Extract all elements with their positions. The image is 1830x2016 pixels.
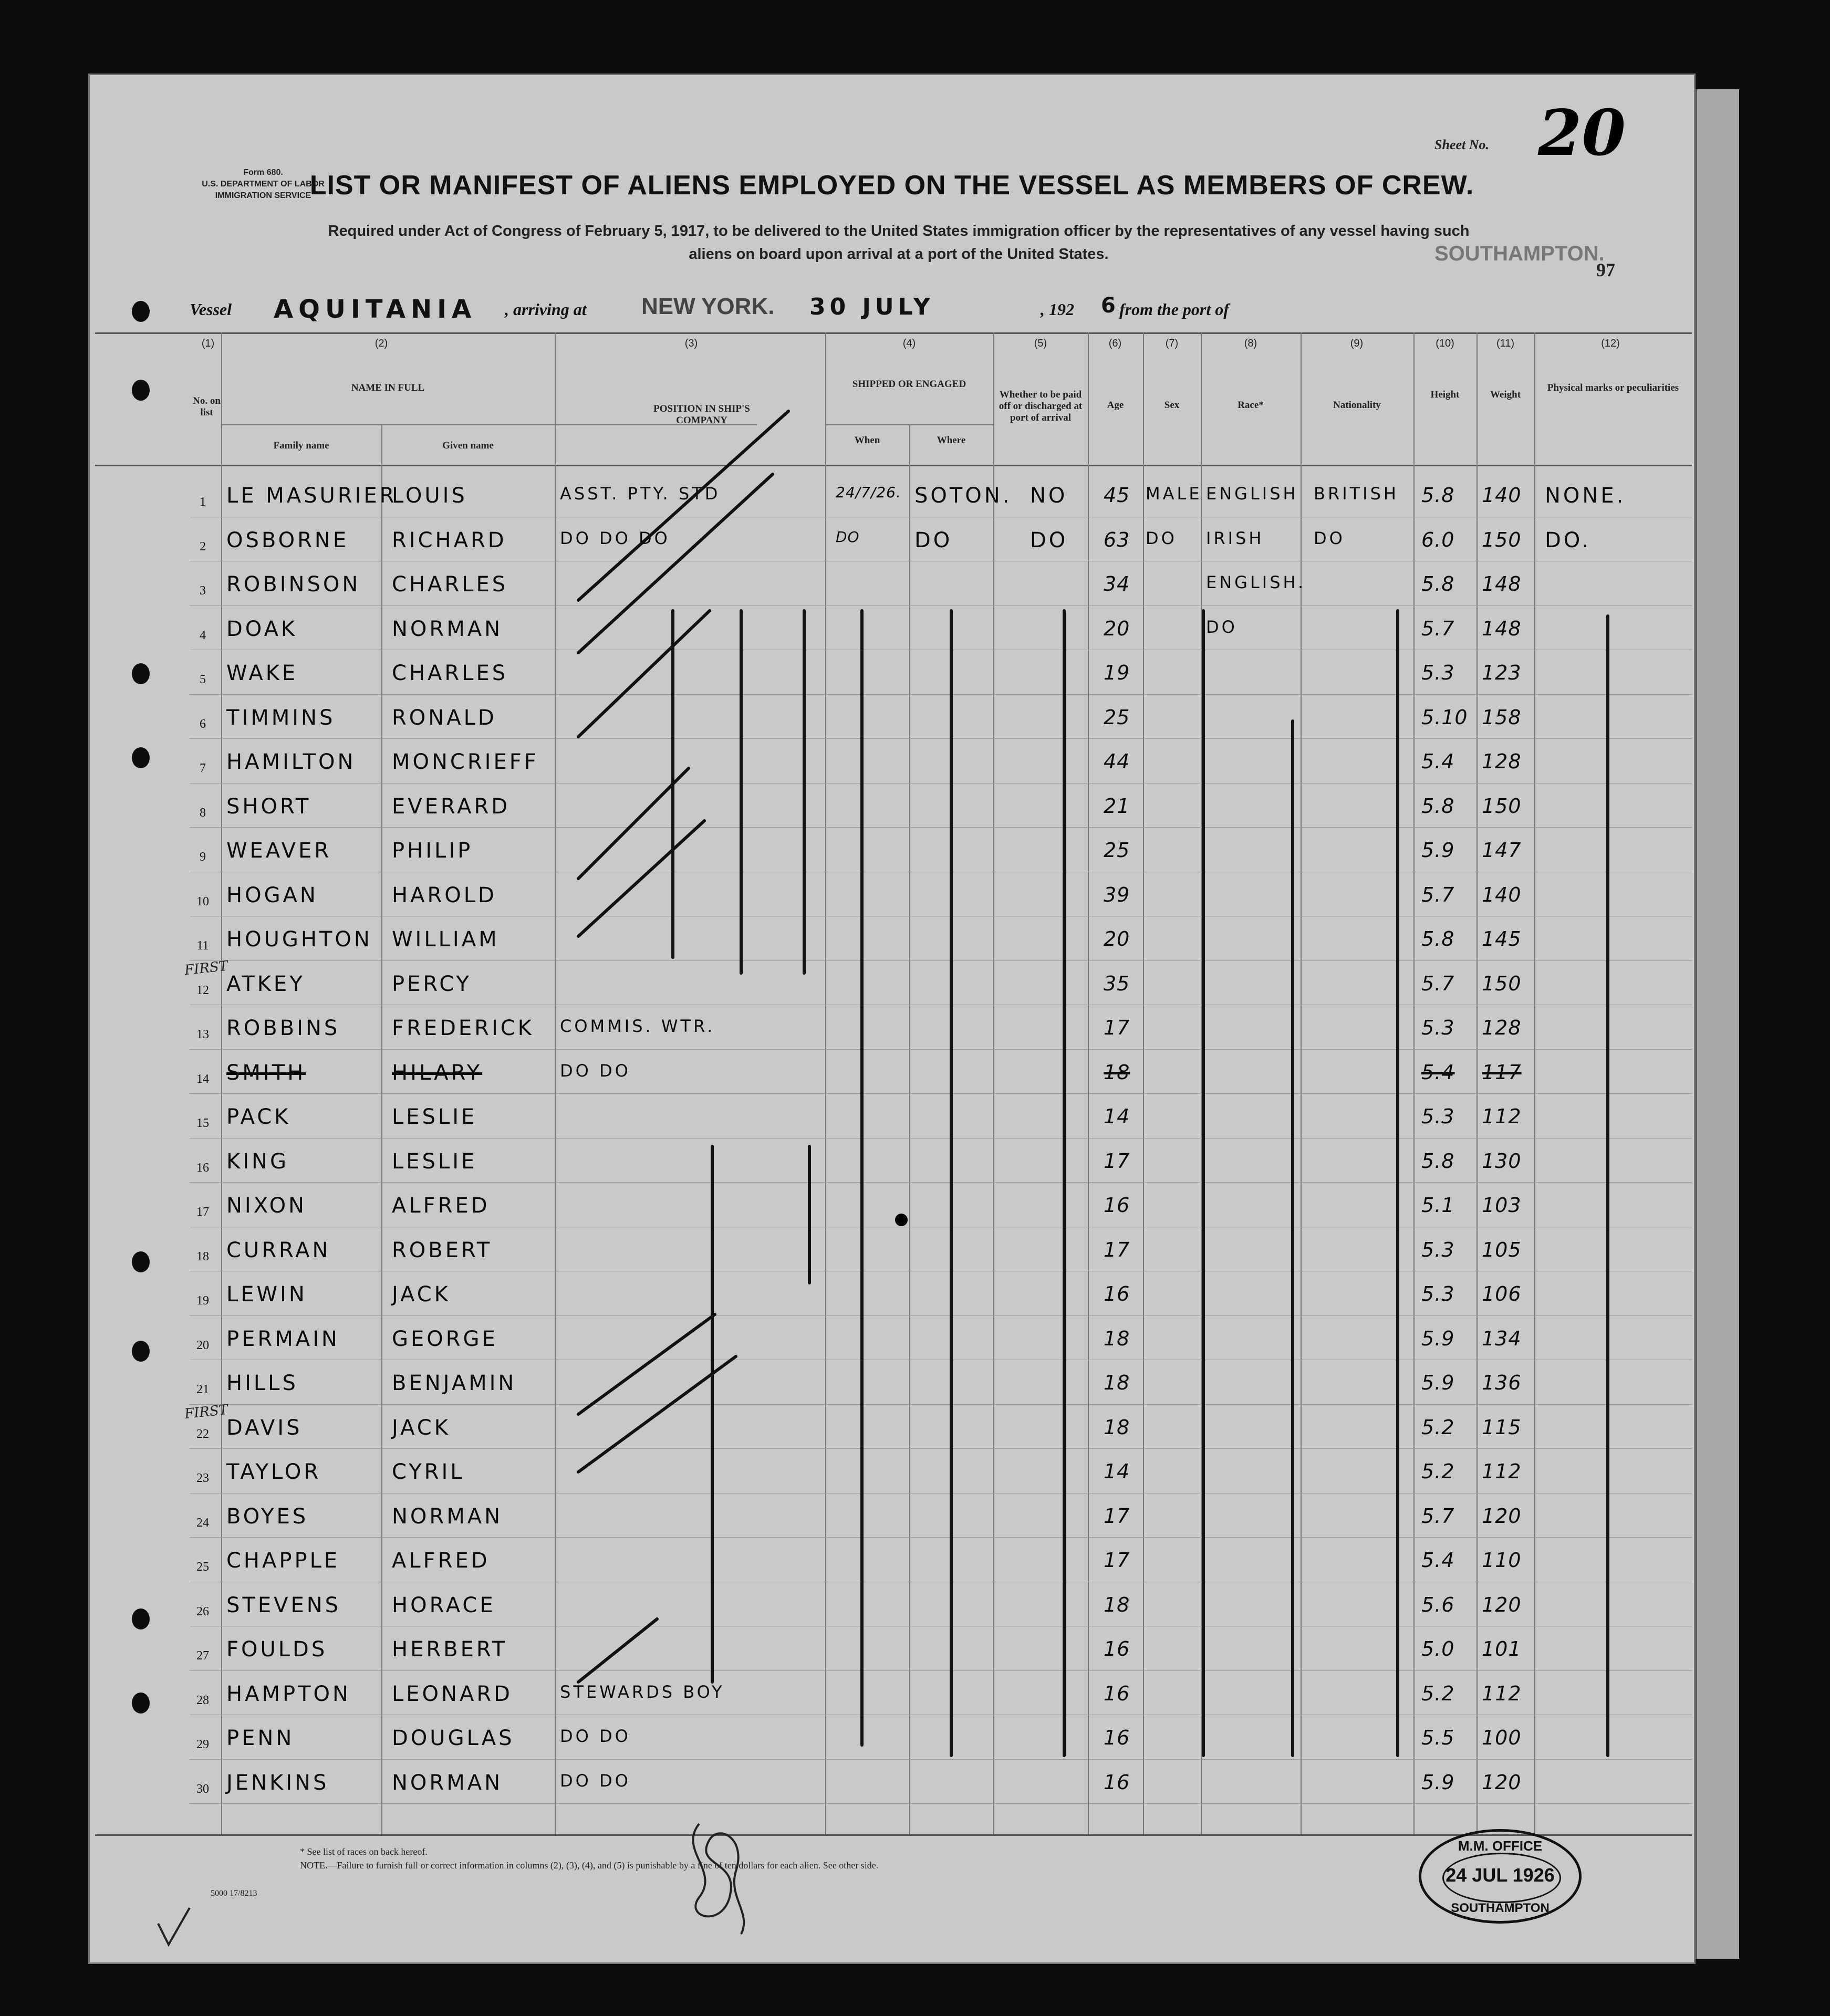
cell-age: 16 (1104, 1726, 1130, 1749)
form-number: Form 680. (243, 168, 283, 177)
cell-age: 17 (1104, 1504, 1130, 1528)
header-no-on-list: No. on list (193, 395, 221, 418)
manifest-sheet (88, 74, 1696, 1964)
cell-height: 5.3 (1421, 1016, 1455, 1039)
cell-given: GEORGE (392, 1326, 498, 1351)
row-number: 3 (200, 584, 206, 598)
header-when: When (854, 435, 880, 446)
cell-position: DO DO (560, 1060, 631, 1081)
cell-family: ROBINSON (226, 572, 361, 597)
cell-weight: 128 (1482, 750, 1522, 773)
cell-height: 5.2 (1421, 1415, 1455, 1439)
cell-height: 5.10 (1421, 705, 1468, 729)
row-number: 16 (196, 1161, 209, 1175)
cell-position: STEWARDS BOY (560, 1681, 725, 1702)
cell-age: 16 (1104, 1282, 1130, 1305)
row-number: 14 (196, 1072, 209, 1086)
cell-age: 16 (1104, 1194, 1130, 1217)
cell-family: TAYLOR (226, 1460, 321, 1484)
header-given-name: Given name (442, 440, 494, 451)
check-mark (153, 1903, 195, 1950)
cell-given: PERCY (392, 972, 472, 996)
cell-weight: 120 (1482, 1504, 1522, 1528)
row-number: 5 (200, 673, 206, 686)
col-number: (7) (1165, 338, 1179, 349)
handwritten-ditto-marks (90, 75, 1696, 1964)
cell-age: 35 (1104, 972, 1130, 995)
margin-note: FIRST (183, 1402, 229, 1422)
cell-family: WEAVER (226, 839, 332, 863)
footnote-penalty: NOTE.—Failure to furnish full or correct information in columns (2), (3), (4), and (5) is punishable by a fine of ten dollars for each alien. See other side. (300, 1860, 879, 1871)
cell-weight: 140 (1482, 883, 1522, 906)
cell-weight: 112 (1482, 1460, 1522, 1483)
page-number: 97 (1596, 259, 1615, 280)
col-number: (4) (902, 338, 916, 349)
subtitle-line-1: Required under Act of Congress of February 5, 1917, to be delivered to the United States immigration officer by the representatives of any vessel having such (328, 223, 1470, 239)
cell-family: OSBORNE (226, 528, 349, 552)
stamp-date: 24 JUL 1926 (1446, 1864, 1555, 1886)
cell-where: SOTON. (914, 484, 1012, 508)
cell-given: ALFRED (392, 1194, 490, 1218)
cell-height: 5.7 (1421, 972, 1455, 995)
cell-given: HILARY (392, 1060, 483, 1085)
department-name: U.S. DEPARTMENT OF LABOR (202, 180, 325, 189)
cell-age: 63 (1104, 528, 1130, 551)
cell-height: 5.8 (1421, 572, 1455, 596)
cell-given: ROBERT (392, 1238, 493, 1262)
cell-age: 16 (1104, 1637, 1130, 1660)
cell-height: 5.8 (1421, 484, 1455, 507)
cell-weight: 120 (1482, 1770, 1522, 1794)
sheet-number: 20 (1538, 96, 1626, 170)
cell-height: 5.9 (1421, 839, 1455, 862)
cell-weight: 150 (1482, 972, 1522, 995)
cell-position: DO DO (560, 1726, 631, 1746)
cell-weight: 115 (1482, 1415, 1522, 1439)
cell-family: FOULDS (226, 1637, 328, 1662)
cell-given: JACK (392, 1415, 451, 1440)
cell-height: 5.9 (1421, 1326, 1455, 1350)
cell-age: 18 (1104, 1326, 1130, 1350)
row-number: 26 (196, 1604, 209, 1618)
cell-given: CHARLES (392, 661, 508, 685)
office-stamp (1419, 1829, 1582, 1924)
header-weight: Weight (1490, 389, 1521, 400)
cell-given: FREDERICK (392, 1016, 534, 1040)
cell-height: 5.0 (1421, 1637, 1455, 1660)
print-code: 5000 17/8213 (211, 1889, 257, 1898)
cell-where: DO (914, 528, 953, 552)
cell-height: 5.4 (1421, 1060, 1455, 1084)
cell-age: 34 (1104, 572, 1130, 596)
cell-family: KING (226, 1149, 289, 1174)
ditto-stroke (578, 821, 704, 936)
cell-family: JENKINS (226, 1770, 329, 1795)
subtitle-line-2: aliens on board upon arrival at a port of the United States. (689, 246, 1109, 263)
row-number: 30 (196, 1782, 209, 1796)
row-number: 13 (196, 1028, 209, 1041)
cell-given: LOUIS (392, 484, 467, 508)
row-number: 10 (196, 894, 209, 908)
cell-height: 5.9 (1421, 1770, 1455, 1794)
cell-family: TIMMINS (226, 705, 336, 730)
cell-weight: 101 (1482, 1637, 1522, 1660)
cell-weight: 158 (1482, 705, 1522, 729)
cell-family: WAKE (226, 661, 298, 685)
cell-family: LEWIN (226, 1282, 307, 1307)
cell-weight: 145 (1482, 927, 1522, 950)
cell-family: ATKEY (226, 972, 305, 996)
cell-weight: 148 (1482, 617, 1522, 640)
cell-age: 44 (1104, 750, 1130, 773)
cell-given: DOUGLAS (392, 1726, 515, 1750)
cell-height: 5.2 (1421, 1460, 1455, 1483)
cell-given: MONCRIEFF (392, 750, 539, 774)
col-number: (11) (1496, 338, 1515, 349)
cell-age: 20 (1104, 927, 1130, 950)
cell-age: 21 (1104, 794, 1130, 818)
cell-age: 17 (1104, 1149, 1130, 1173)
cell-height: 5.3 (1421, 1238, 1455, 1261)
row-number: 6 (200, 717, 206, 731)
cell-age: 18 (1104, 1593, 1130, 1616)
cell-given: PHILIP (392, 839, 473, 863)
cell-age: 18 (1104, 1415, 1130, 1439)
cell-nationality: BRITISH (1314, 484, 1399, 504)
cell-weight: 112 (1482, 1105, 1522, 1128)
cell-height: 5.7 (1421, 1504, 1455, 1528)
cell-height: 5.2 (1421, 1681, 1455, 1705)
col-number: (10) (1436, 338, 1454, 349)
cell-given: NORMAN (392, 1504, 503, 1529)
col-number: (8) (1244, 338, 1257, 349)
cell-weight: 130 (1482, 1149, 1522, 1173)
cell-height: 5.7 (1421, 617, 1455, 640)
cell-family: HOGAN (226, 883, 318, 907)
row-number: 2 (200, 539, 206, 553)
footnote-races: * See list of races on back hereof. (300, 1846, 428, 1857)
cell-family: PACK (226, 1105, 291, 1129)
cell-age: 17 (1104, 1238, 1130, 1261)
row-number: 1 (200, 495, 206, 509)
cell-given: LESLIE (392, 1105, 477, 1129)
row-number: 22 (196, 1427, 209, 1441)
cell-race: IRISH (1206, 528, 1264, 548)
cell-age: 17 (1104, 1016, 1130, 1039)
cell-weight: 103 (1482, 1194, 1522, 1217)
cell-age: 39 (1104, 883, 1130, 906)
cell-family: NIXON (226, 1194, 307, 1218)
row-number: 21 (196, 1383, 209, 1396)
cell-height: 6.0 (1421, 528, 1455, 551)
row-number: 18 (196, 1249, 209, 1263)
cell-family: PERMAIN (226, 1326, 340, 1351)
ditto-stroke (578, 474, 773, 653)
cell-weight: 106 (1482, 1282, 1522, 1305)
cell-paid: NO (1030, 484, 1068, 508)
cell-age: 19 (1104, 661, 1130, 684)
arrival-date: 30 JULY (809, 294, 934, 320)
header-position: POSITION IN SHIP'S COMPANY (653, 403, 750, 426)
cell-given: HERBERT (392, 1637, 508, 1662)
header-paid-off: Whether to be paid off or discharged at port of arrival (999, 389, 1083, 423)
col-number: (6) (1108, 338, 1122, 349)
cell-family: HAMILTON (226, 750, 356, 774)
row-number: 29 (196, 1738, 209, 1751)
header-family-name: Family name (273, 440, 329, 451)
departure-port: SOUTHAMPTON. (1434, 242, 1605, 265)
cell-height: 5.1 (1421, 1194, 1455, 1217)
cell-nationality: DO (1314, 528, 1345, 548)
ditto-stroke (578, 411, 788, 600)
cell-age: 16 (1104, 1681, 1130, 1705)
cell-position: DO DO DO (560, 528, 670, 548)
cell-position: DO DO (560, 1770, 631, 1791)
cell-given: JACK (392, 1282, 451, 1307)
cell-height: 5.8 (1421, 927, 1455, 950)
cell-age: 18 (1104, 1060, 1130, 1084)
cell-position: COMMIS. WTR. (560, 1016, 715, 1036)
vessel-label: Vessel (190, 300, 232, 319)
cell-weight: 105 (1482, 1238, 1522, 1261)
cell-given: RICHARD (392, 528, 507, 552)
ditto-stroke (578, 611, 710, 737)
stamp-top-text: M.M. OFFICE (1458, 1838, 1543, 1854)
col-number: (12) (1601, 338, 1620, 349)
cell-age: 14 (1104, 1460, 1130, 1483)
cell-height: 5.7 (1421, 883, 1455, 906)
cell-weight: 120 (1482, 1593, 1522, 1616)
header-physical-marks: Physical marks or peculiarities (1547, 382, 1679, 393)
cell-height: 5.5 (1421, 1726, 1455, 1749)
cell-weight: 112 (1482, 1681, 1522, 1705)
margin-note: FIRST (183, 958, 229, 978)
cell-family: SHORT (226, 794, 311, 819)
cell-family: CURRAN (226, 1238, 331, 1262)
cell-race: DO (1206, 617, 1238, 637)
row-number: 25 (196, 1560, 209, 1574)
cell-height: 5.3 (1421, 661, 1455, 684)
vessel-name: AQUITANIA (274, 295, 477, 324)
header-name-in-full: NAME IN FULL (351, 382, 425, 393)
arriving-port: NEW YORK. (641, 294, 775, 319)
cell-height: 5.8 (1421, 1149, 1455, 1173)
header-age: Age (1107, 400, 1124, 411)
cell-family: SMITH (226, 1060, 306, 1085)
cell-height: 5.6 (1421, 1593, 1455, 1616)
row-number: 24 (196, 1516, 209, 1530)
cell-given: HORACE (392, 1593, 496, 1617)
cell-given: LEONARD (392, 1681, 513, 1706)
cell-age: 17 (1104, 1549, 1130, 1572)
row-number: 19 (196, 1294, 209, 1308)
row-number: 28 (196, 1693, 209, 1707)
header-race: Race* (1238, 400, 1264, 411)
row-number: 12 (196, 983, 209, 997)
cell-height: 5.3 (1421, 1282, 1455, 1305)
cell-given: HAROLD (392, 883, 497, 907)
cell-weight: 134 (1482, 1326, 1522, 1350)
cell-family: HILLS (226, 1371, 298, 1395)
cell-height: 5.9 (1421, 1371, 1455, 1394)
arriving-label: , arriving at (505, 300, 587, 319)
cell-race: ENGLISH (1206, 484, 1298, 504)
cell-weight: 110 (1482, 1549, 1522, 1572)
cell-weight: 140 (1482, 484, 1522, 507)
from-port-label: from the port of (1119, 300, 1229, 319)
row-number: 7 (200, 761, 206, 775)
cell-when: 24/7/26. (836, 484, 901, 501)
cell-paid: DO (1030, 528, 1068, 552)
cell-given: EVERARD (392, 794, 511, 819)
cell-given: CHARLES (392, 572, 508, 597)
cell-family: STEVENS (226, 1593, 341, 1617)
cell-age: 16 (1104, 1770, 1130, 1794)
cell-weight: 136 (1482, 1371, 1522, 1394)
cell-age: 45 (1104, 484, 1130, 507)
col-number: (9) (1350, 338, 1364, 349)
handwritten-signature (668, 1808, 773, 1945)
ink-dot (895, 1214, 908, 1226)
cell-sex: DO (1146, 528, 1177, 548)
row-number: 20 (196, 1338, 209, 1352)
header-shipped: SHIPPED OR ENGAGED (852, 379, 966, 390)
cell-given: BENJAMIN (392, 1371, 517, 1395)
service-name: IMMIGRATION SERVICE (215, 191, 311, 200)
col-number: (2) (375, 338, 388, 349)
col-number: (5) (1034, 338, 1047, 349)
cell-marks: NONE. (1545, 484, 1626, 508)
cell-family: PENN (226, 1726, 295, 1750)
page-title: LIST OR MANIFEST OF ALIENS EMPLOYED ON THE VESSEL AS MEMBERS OF CREW. (309, 170, 1474, 201)
cell-weight: 128 (1482, 1016, 1522, 1039)
cell-height: 5.8 (1421, 794, 1455, 818)
header-height: Height (1430, 389, 1460, 400)
cell-age: 20 (1104, 617, 1130, 640)
cell-weight: 148 (1482, 572, 1522, 596)
cell-given: RONALD (392, 705, 497, 730)
adjacent-page-edge (1696, 89, 1739, 1959)
row-number: 11 (196, 939, 209, 953)
cell-weight: 123 (1482, 661, 1522, 684)
col-number: (1) (201, 338, 215, 349)
cell-given: NORMAN (392, 1770, 503, 1795)
cell-age: 25 (1104, 705, 1130, 729)
header-nationality: Nationality (1333, 400, 1381, 411)
cell-height: 5.3 (1421, 1105, 1455, 1128)
cell-when: DO (836, 528, 860, 546)
col-number: (3) (684, 338, 698, 349)
cell-weight: 150 (1482, 794, 1522, 818)
cell-sex: MALE (1146, 484, 1202, 504)
ditto-stroke (578, 1314, 715, 1414)
cell-family: CHAPPLE (226, 1549, 340, 1573)
cell-family: DAVIS (226, 1415, 303, 1440)
row-number: 4 (200, 628, 206, 642)
header-where: Where (937, 435, 966, 446)
cell-family: DOAK (226, 617, 298, 641)
cell-marks: DO. (1545, 528, 1592, 552)
header-sex: Sex (1164, 400, 1180, 411)
row-number: 23 (196, 1471, 209, 1485)
cell-family: HOUGHTON (226, 927, 372, 952)
cell-weight: 147 (1482, 839, 1522, 862)
cell-weight: 150 (1482, 528, 1522, 551)
cell-position: ASST. PTY. STD (560, 484, 721, 504)
cell-weight: 100 (1482, 1726, 1522, 1749)
cell-race: ENGLISH. (1206, 572, 1306, 592)
row-number: 8 (200, 806, 206, 820)
cell-given: CYRIL (392, 1460, 465, 1484)
row-number: 15 (196, 1116, 209, 1130)
row-number: 27 (196, 1649, 209, 1663)
cell-age: 18 (1104, 1371, 1130, 1394)
footnotes (300, 1845, 1298, 1872)
row-number: 9 (200, 850, 206, 864)
year-label: , 192 (1041, 300, 1074, 319)
cell-height: 5.4 (1421, 750, 1455, 773)
cell-family: LE MASURIER (226, 484, 397, 508)
stamp-bottom-text: SOUTHAMPTON (1451, 1901, 1550, 1915)
ditto-stroke (578, 1619, 657, 1682)
cell-age: 14 (1104, 1105, 1130, 1128)
cell-given: NORMAN (392, 617, 503, 641)
cell-family: ROBBINS (226, 1016, 340, 1040)
cell-given: WILLIAM (392, 927, 500, 952)
cell-height: 5.4 (1421, 1549, 1455, 1572)
cell-age: 25 (1104, 839, 1130, 862)
cell-given: ALFRED (392, 1549, 490, 1573)
row-number: 17 (196, 1205, 209, 1219)
cell-given: LESLIE (392, 1149, 477, 1174)
year-digit: 6 (1101, 294, 1119, 318)
sheet-label: Sheet No. (1434, 137, 1489, 152)
cell-family: BOYES (226, 1504, 309, 1529)
cell-family: HAMPTON (226, 1681, 351, 1706)
cell-weight: 117 (1482, 1060, 1522, 1084)
